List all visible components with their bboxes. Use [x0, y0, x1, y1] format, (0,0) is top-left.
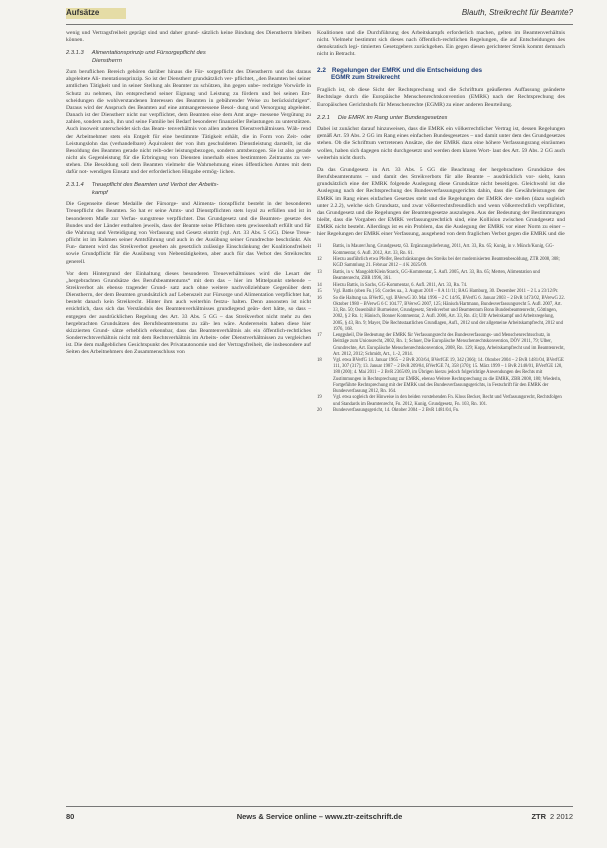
footnote — [317, 244, 565, 256]
footnote-number: 13 — [317, 270, 322, 275]
page-number: 80 — [66, 812, 75, 821]
footnote — [317, 289, 565, 295]
footnote — [317, 408, 565, 414]
footnote-number: 18 — [317, 358, 322, 364]
footnote-number: 20 — [317, 408, 322, 414]
paragraph: Vor dem Hintergrund der Einhaltung dieses besonderen Treueverhältnisses wird die Lesart der „hergebrachten Grundsätze des Berufsbeamtentums“ mit dem das – hier im Mittelpunkt stehende – Streikverbot als ebenso tragender Grund- satz auch ohne weitere nachvollziehbare Gegenüber dem Dienstherrn, der dem Beamten grundsätzlich auf Lebenszeit zur Fürsorge und Alimentation verpflichtet hat, besteht danach kein Streikrecht. Hinter ihm auch weiterhin festzu- halten. Denn ansonsten ist nicht ersichtlich, dass sich das Verständnis des Beamtenverhältnisses grundlegend geän- dert hätte, so dass – entgegen der ausdrücklichen Regelung des Art. 33 Abs. 5 GG – das Streikverbot nicht mehr zu den hergebrachten Grundsätzen des Berufsbeamtentums zu zäh- len wäre. Andererseits haben diese hier skizzierten Grund- sätze erheblich erkennbar, dass das Beamtenverhältnis als ein öffentlich-rechtliches Sonderrechtsverhältnis nicht mit dem Rechtsverhältnis im Arbeits- oder Dienstverhältnissen zu vergleichen ist. Die dem maßgeblichen Gesichtspunkt des Privatautonomie und der Vertragsfreiheit, die insbesondere auf Seiten des Arbeitnehmers den Zusammenschluss von — [66, 270, 311, 356]
footnote — [317, 283, 565, 289]
footnote-text: Vgl. etwa BVerfG 14. Januar 1965 – 2 BvR 203/64, BVerfGE 19, 342 (366); 14. Oktober 2004 – 2 BvR 1481/04, BVerfGE 111, 307 (317); 13. Januar 1987 – 2 BvR 209/84, BVerfGE 74, 358 (370); 15. März 1999 – 1 BvR 2148/01, BVerfGE 120, 180 (200); 4. Mai 2011 – 2 BvR 2365/09, im Übrigen hierzu jedoch folgerichtige Anwendungen des Rechts mit Zustimmungen in Rechtsprechung zur EMRK, ebenso Weitere Rechtsprechung zu die EMRK, ZBR 2008, 180; Wiederin, Fortgeführte Rechtsprechung mit der EMRK und des Bundesverfassungsgerichts, in Festschrift für den EMRK der Bundesverfassung 2012, Rn. 164. — [333, 358, 564, 394]
section-heading — [317, 67, 565, 83]
footnote-text: So die Haltung ua. BVerfG, vgl. BVerwG 30. Mai 1996 – 2 C 14/95, BVerfG 6. Januar 2003 – 2 BvR 1473/02, BVerwG 22. Oktober 1980 – BVerwG 6 C 104.77, BVerwG 2007, 125; Hänisch/Hartmann, Bundesverfassungsrecht 5. Aufl. 2007, Art. 33, Rn. 50; Ossenbühl/ Burmeister, Grundgesetz, Streikverbot und Beamtentum Bonn Bundesbeamtenrecht, Göttingen, 2002, § 2 Rn. 1; Hänisch, Bonner Kommentar, 2. Aufl. 2006, Art. 33, Rn. 43; Ulfr Arbeitskampf und Arbeitsregelung, 2005, § 43, Rn. 9; Mayer, Die Rechtsstaatlichen Grundlagen, Aufl., 2012 und der allgemeine Arbeitskampfrecht, 2012 und 1976, 168. — [333, 296, 565, 332]
heading-text: Regelungen der EMRK und die Entscheidung des — [331, 66, 483, 74]
footnote-text: Lenggsheil, Die Bedeutung der EMRK für Verfassungsrecht des Bundesverfassungs- und Menschenrechtsschutz, in Beiträge zum Unionsrecht, 2002, Rn. 1; Schuer, Die Europäische Menschenrechtskonvention, DÖV 2011, 79; Ulber, Grundrechte, Art. Europäische Menschenrechtskonvention, 2008, Rn. 129; Kopp, Arbeitskampfrecht und im Beamtenrecht, Art. 2012, 2012; Schmidt, Art., 1.-2, 2014. — [333, 333, 565, 357]
page-footer — [66, 812, 573, 824]
right-column — [317, 30, 565, 415]
footnote-number: 11 — [317, 244, 322, 250]
heading-text: Alimentationsprinzip und Fürsorgepflicht des — [91, 50, 206, 57]
heading-number: 2.3.1.4 — [66, 182, 84, 189]
paragraph: Zum beruflichen Bereich gehören darüber hinaus die Für- sorgepflicht des Dienstherrn und das daraus abgeleitete Ali- mentationsprinzip. So ist der Dienstherr grundsätzlich ver- pflichtet, „den Beamten bei seiner amtlichen Tätigkeit und in seiner Stellung als Beamter zu schützen, ihn gegen unbe- rechtigte Vorwürfe in Schutz zu nehmen, ihn entsprechend seiner Eignung und Leistung zu fördern und bei seinen Ent- scheidungen die wohlverstandenen Interessen des Beamten in gebührender Weise zu berücksichtigen“. Daraus wird der Anspruch des Beamten auf eine amtsangemessene Besol- dung und Versorgung abgeleitet. Danach ist der Dienstherr nicht nur verpflichtet, dem Beamten eine dem Amt ange- messene Vergütung zu zahlen, sondern auch, ihn und seine Familie bei Bedarf besonderer finanzieller Belastungen zu unterstützen. Auch insoweit unterscheidet sich das Beam- tenverhältnis von allen anderen Dienstverhältnissen. Wäh- rend der Arbeitnehmer stets ein Entgelt für eine bestimmte Tätigkeit erhält, die in Form von Zeit- oder Leistungslohn das (verhandelbare) Äquivalent der von ihm geschuldeten Dienstleistung darstellt, ist die Besoldung des Beamten gerade nicht reib-oder leistungsbezogen, sondern amtsbezogen. Sie ist also gerade nicht als Gegenleistung für die Erbringung von Diensten innerhalb eines bestimmten Zeitraums zu ver- stehen. Die Besoldung soll dem Beamten vielmehr die Wahrnehmung eines öffentlichen Amtes mit dem dafür not- wendigen Einsatz und der erforderlichen Hingabe ermög- lichen. — [66, 69, 311, 176]
journal-issue — [531, 812, 573, 821]
heading-text: Treuepflicht des Beamten und Verbot der Arbeits- — [91, 182, 219, 189]
footer-rule — [66, 806, 573, 807]
footnote-number: 12 — [317, 257, 322, 263]
footnote-number: 15 — [317, 289, 322, 295]
footnote — [317, 296, 565, 333]
section-heading — [66, 182, 311, 197]
section-heading — [317, 115, 565, 122]
footnote-text: Hierzu Battis, in Sachs, GG-Kommentar, 6. Aufl. 2011, Art. 33, Rn. 74. — [333, 282, 468, 288]
footnote-text: Hierzu ausführlich etwa Pfeifer, Beschränkungen des Streiks bei der modernisierten Beamtenbesoldung, ZTR 2008, 308; KGD Sammlung 21. Februar 2012 – 4 K 2025/09. — [333, 257, 560, 269]
footnote — [317, 270, 565, 282]
heading-text-cont: EGMR zum Streikrecht — [331, 74, 400, 82]
section-heading — [66, 50, 311, 65]
heading-text-cont: kampf — [92, 189, 108, 196]
left-column — [66, 30, 311, 358]
paragraph: Die Gegenseite dieser Medaille der Fürsorge- und Alimenta- tionspflicht besteht in der besonderen Treuepflicht des Beamten. So hat er seine Amts- und Dienstpflichten stets loyal zu erfüllen und ist in besonderem Maße zur Verfas- sungstreue verpflichtet. Das Grundgesetz und die Beamten- gesetze des Bundes und der Länder enthalten jeweils, dass der Beamte seine Pflichten stets gewissenhaft erfüllt und für die Wahrung und Verteidigung von Verfassung und Gesetz eintritt (vgl. Art. 33 Abs. 5 GG). Diese Treue- pflicht ist im Rahmen seiner Amtsführung und auch in der Ausübung seiner Grundrechte beschränkt. Als Fun- dament wird das Streikverbot gesehen als gesetzlich zulässige Einschränkung der Koalitionsfreiheit sowie Grundpflicht für die Ausübung von Nebentätigkeiten, aber auch für das Verbot des Streikrechts generell. — [66, 201, 311, 265]
paragraph: Fraglich ist, ob diese Sicht der Rechtsprechung und die Schrifttum geäußerten Auffassung geänderte Rechtslage durch die Europäische Menschenrechtskonvention (EMRK) nach der Rechtsprechung des Europäischen Gerichtshofs für Menschenrechte (EGMR) zu einer anderen Beurteilung. — [317, 87, 565, 108]
footnote-text: Battis, in v. Mangoldt/Klein/Starck, GG-Kommentar, 5. Aufl. 2005, Art. 33, Rn. 65; Merten, Alimentation und Beamtenrecht, ZBR 1996, 361. — [333, 270, 540, 282]
footnote — [317, 333, 565, 357]
footnote-text: Vgl. Battis (oben Fn.) 56; Cordes ua., 3. August 2010 – 8 A 11/11; BAG Hamburg, 30. Dezember 2011 – 2 L a 23/12/Pr. — [333, 289, 559, 295]
journal-name: ZTR — [531, 812, 547, 821]
heading-text-cont: Dienstherrn — [92, 57, 122, 64]
footnote — [317, 395, 565, 407]
footnote-text: Bundesverfassungsgericht, 14. Oktober 2004 – 2 BvR 1481/04, Fn. — [333, 408, 460, 414]
issue-number: 2 2012 — [550, 812, 573, 821]
heading-number: 2.2.1 — [317, 114, 330, 121]
heading-number: 2.3.1.3 — [66, 50, 84, 57]
paragraph: wenig und Vertragsfreiheit geprägt sind und daher grund- sätzlich keine Bindung des Dienstherrn bleiben können. — [66, 30, 311, 44]
section-label: Aufsätze — [66, 8, 100, 17]
footnote-number: 19 — [317, 395, 322, 401]
paragraph: Da das Grundgesetz in Art. 33 Abs. 5 GG die Beachtung der hergebrachten Grundsätze des Berufsbeamtentums – und damit des Streikverbots für alle Beamte – ausdrücklich vor- sieht, kann grundsätzlich eine der EMRK folgende Auslegung diese Grundsätze nicht beseitigen. Gleichwohl ist die Auslegung nach der Rechtsprechung des Bundesverfassungsgerichts dahin, dass die Gewährleistungen der EMRK im Rang eines einfachen Gesetzes steht und die Regelungen der EMRK der- stellen (dazu sogleich unter 2.2.2), welche sich Grundsatz, und zwar völkerrechtsfreundlich und wenn völkerrechtlich verpflichtet, das Grundgesetz und die Regelungen der Beamtengesetze auszulegen. Aus der Bedeutung der Bestimmungen bleibt, dass die Vorgaben der EMRK verfassungsrechtlich sind, eine Kollision zwischen Grundgesetz und EMRK nicht besteht. Allerdings ist es ein Problem, das die Auslegung der EMRK vor einer Norm zu einer – hier Regelungen der EMRK einer Verfassung, ausgehend von dem fraglichen Verbot gegen die EMRK und die — [317, 166, 565, 238]
footnotes — [317, 244, 565, 414]
footnote-text: Vgl. etwa sogleich der Hinweise in den beiden vorstehenden Fn. Kloss Becker, Recht und Verfassungsrecht, Rechtsfolgen und Standards im Beamtenrecht, Fn. 2012, Kunig, Grundgesetz, Fn. 103, Rn. 101. — [333, 395, 562, 407]
footnote-number: 16 — [317, 296, 322, 302]
page-header — [66, 8, 573, 22]
paragraph: Dabei ist zunächst darauf hinzuweisen, dass die EMRK ein völkerrechtlicher Vertrag ist, dessen Regelungen gemäß Art. 59 Abs. 2 GG im Rang eines einfachen Bundesgesetzes – und damit unter dem des Grundgesetzes stehen. Ob die Schrifttum vertretenen Ansätze, die der EMRK dazu eine höhere Verfassungsrang einräumen wollen, haben sich dagegen nicht durchgesetzt und werden dem klaren Wort- laut des Art. 59 Abs. 2 GG auch weiterhin nicht durch. — [317, 126, 565, 161]
paragraph: Koalitionen und die Durchführung des Arbeitskampfs erforderlich machen, gelten im Beamtenverhältnis nicht. Vielmehr bestimmt sich dieses nach öffentlich-rechtlichen Regelungen, die auf Entscheidungen des demokratisch legi- timierten Gesetzgebers zurückgehen. Ein gegen diesen gerichteter Streik kommt demnach nicht in Betracht. — [317, 30, 565, 58]
heading-number: 2.2 — [317, 66, 326, 74]
footnote — [317, 257, 565, 269]
footnote-number: 17 — [317, 333, 322, 339]
header-rule — [66, 24, 573, 25]
heading-text: Die EMRK im Rang unter Bundesgesetzes — [337, 114, 448, 121]
footnote-text: Battis, in Maurer/Jung, Grundgesetz, 63. Ergänzungslieferung, 2011, Art. 33, Rn. 65; Kunig, in v. Münch/Kunig, GG-Kommentar, 6. Aufl. 2012, Art. 33, Rn. 61. — [333, 244, 554, 256]
running-title: Blauth, Streikrecht für Beamte? — [461, 8, 573, 17]
footer-website: News & Service online – www.ztr-zeitschrift.de — [236, 812, 403, 821]
footnote — [317, 358, 565, 395]
footnote-number: 14 — [317, 282, 322, 288]
